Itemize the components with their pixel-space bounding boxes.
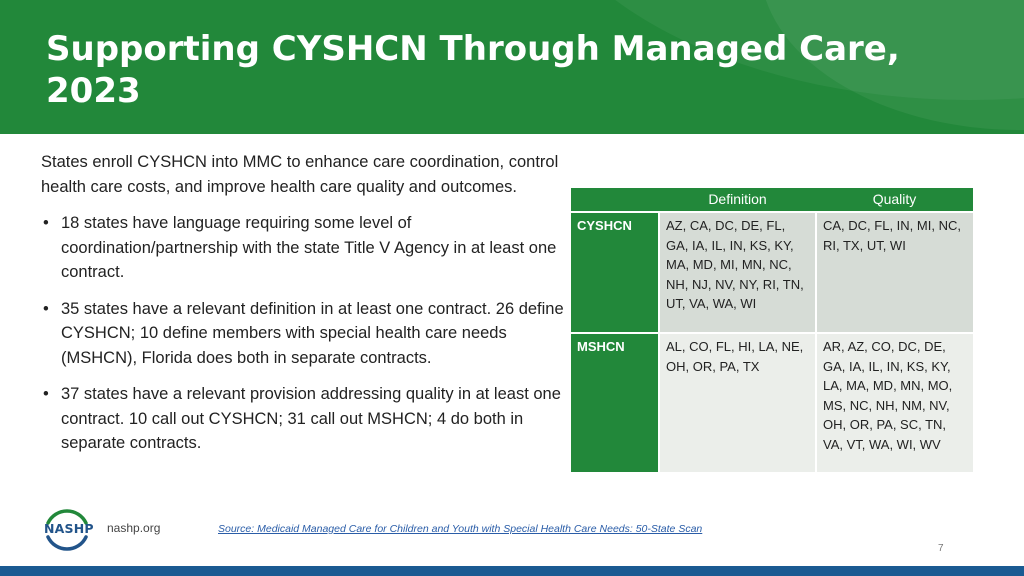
bullet-item <box>41 297 566 371</box>
table-header-empty <box>571 188 659 212</box>
states-table-container <box>571 188 973 473</box>
row-label-mshcn: MSHCN <box>571 333 659 472</box>
table-header-definition: Definition <box>659 188 816 212</box>
bullet-text: 35 states have a relevant definition in at least one contract. 26 define CYSHCN; 10 define members with special health care needs (MSHCN), Florida does both in separate contracts. <box>61 299 564 367</box>
bullet-dot-icon: • <box>43 385 49 403</box>
bullet-item <box>41 382 566 456</box>
table-header-quality: Quality <box>816 188 973 212</box>
source-link[interactable]: Source: Medicaid Managed Care for Children and Youth with Special Health Care Needs: 50-State Scan <box>218 523 703 535</box>
bullet-dot-icon: • <box>43 299 49 318</box>
intro-paragraph: States enroll CYSHCN into MMC to enhance care coordination, control health care costs, and improve health care quality and outcomes. <box>41 153 559 196</box>
site-link[interactable]: nashp.org <box>107 521 161 535</box>
logo-text: NASHP <box>44 521 94 536</box>
bullet-dot-icon: • <box>43 214 49 232</box>
page-number: 7 <box>938 543 944 554</box>
states-table <box>571 188 973 472</box>
cell-mshcn-definition: AL, CO, FL, HI, LA, NE, OH, OR, PA, TX <box>659 333 816 472</box>
bullet-text: 18 states have language requiring some level of coordination/partnership with the state Title V Agency in at least one contract. <box>61 214 557 281</box>
cell-cyshcn-quality: CA, DC, FL, IN, MI, NC, RI, TX, UT, WI <box>816 212 973 333</box>
slide-body <box>41 150 566 468</box>
slide-header <box>0 0 1024 134</box>
slide-title: Supporting CYSHCN Through Managed Care, 2023 <box>46 29 900 111</box>
cell-mshcn-quality: AR, AZ, CO, DC, DE, GA, IA, IL, IN, KS, KY, LA, MA, MD, MN, MO, MS, NC, NH, NM, NV, OH, OR, PA, SC, TN, VA, VT, WA, WI, WV <box>816 333 973 472</box>
bullet-list <box>41 211 566 456</box>
row-label-cyshcn: CYSHCN <box>571 212 659 333</box>
bullet-item <box>41 211 566 285</box>
table-row <box>571 333 973 472</box>
bottom-bar <box>0 566 1024 576</box>
table-row <box>571 212 973 333</box>
cell-cyshcn-definition: AZ, CA, DC, DE, FL, GA, IA, IL, IN, KS, KY, MA, MD, MI, MN, NC, NH, NJ, NV, NY, RI, TN, UT, VA, WA, WI <box>659 212 816 333</box>
table-header-row <box>571 188 973 212</box>
bullet-text: 37 states have a relevant provision addressing quality in at least one contract. 10 call out CYSHCN; 31 call out MSHCN; 4 do both in separate contracts. <box>61 385 561 452</box>
